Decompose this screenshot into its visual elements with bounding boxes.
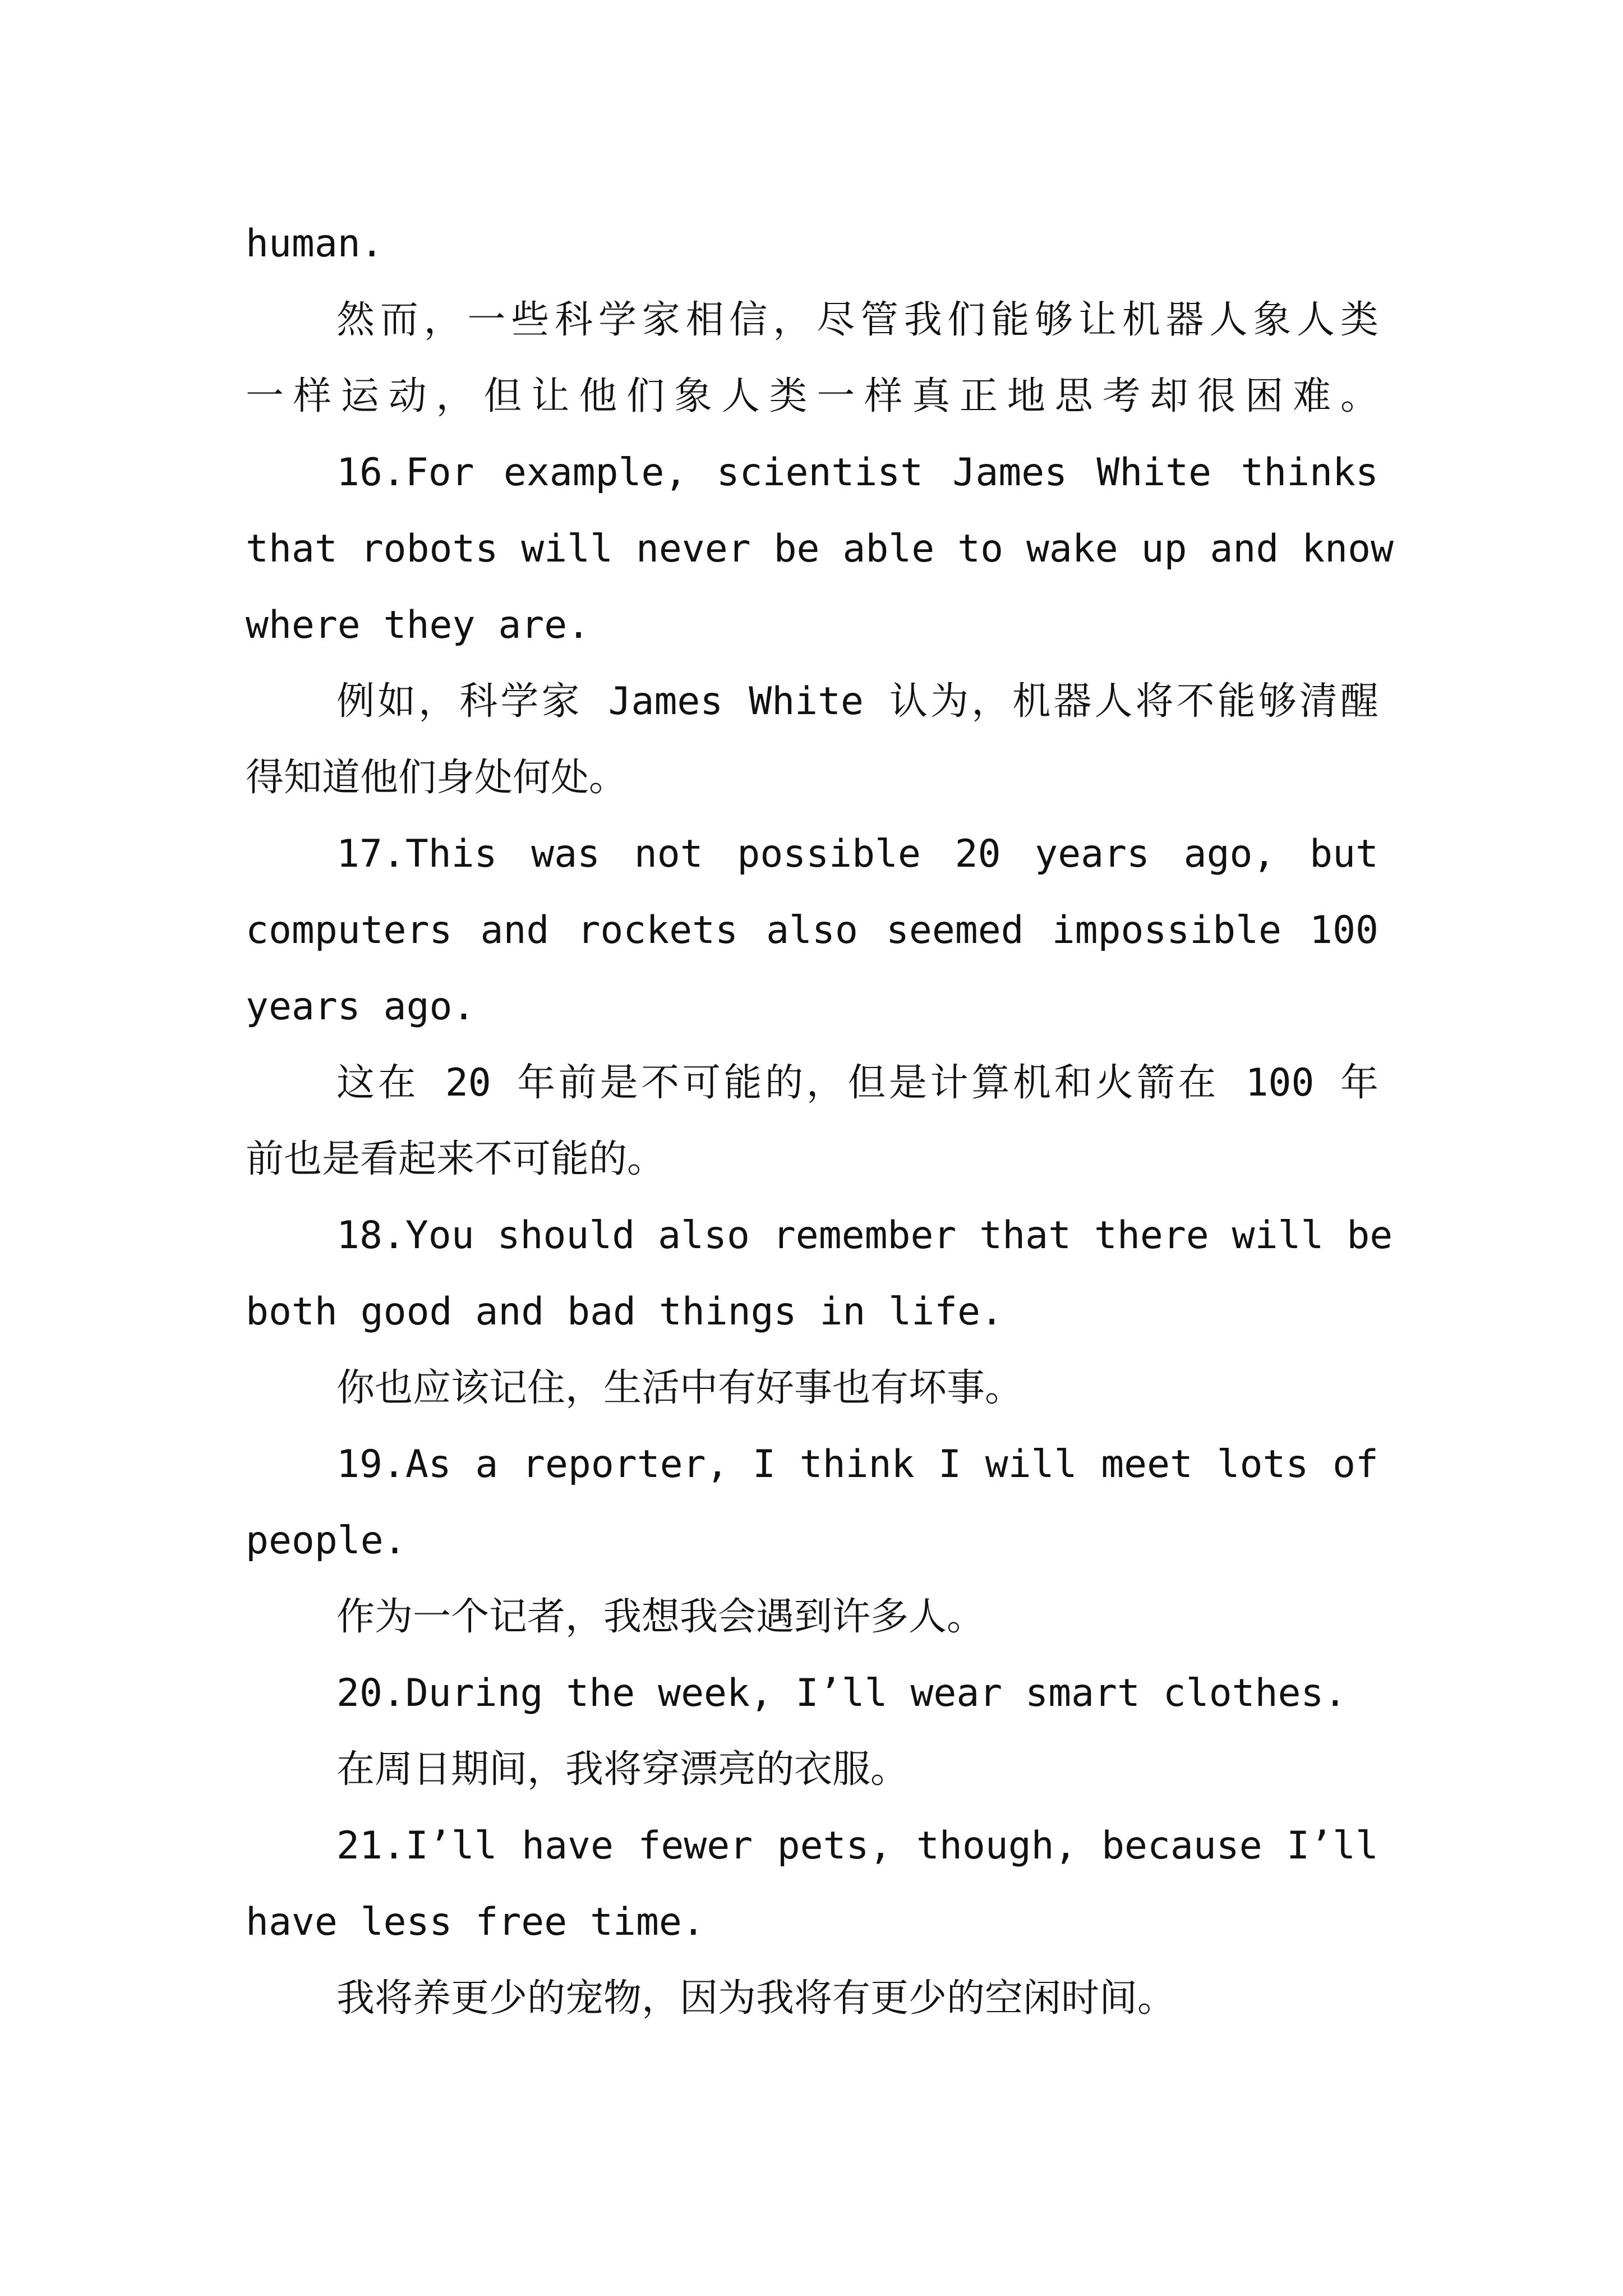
text-line: 20.During the week, I’ll wear smart clothes.	[336, 1671, 1347, 1715]
text-line: 前也是看起来不可能的。	[246, 1137, 666, 1181]
text-line: human.	[246, 222, 384, 266]
text-line: 然而，一些科学家相信，尽管我们能够让机器人象人类	[336, 298, 1378, 342]
text-line: computers and rockets also seemed impossible 100	[246, 908, 1378, 953]
text-line: 21.I’ll have fewer pets, though, because I’ll	[336, 1824, 1378, 1868]
text-line: 17.This was not possible 20 years ago, but	[336, 832, 1378, 876]
text-line: people.	[246, 1519, 407, 1563]
text-line: 得知道他们身处何处。	[246, 756, 628, 800]
text-line: 你也应该记住，生活中有好事也有坏事。	[336, 1366, 1023, 1410]
text-line: years ago.	[246, 984, 476, 1029]
text-line: 这在 20 年前是不可能的，但是计算机和火箭在 100 年	[336, 1061, 1378, 1105]
text-line: 一样运动，但让他们象人类一样真正地思考却很困难。	[246, 374, 1378, 418]
text-line: 18.You should also remember that there will be	[336, 1213, 1393, 1258]
text-line: 我将养更少的宠物，因为我将有更少的空闲时间。	[336, 1976, 1176, 2021]
text-line: have less free time.	[246, 1900, 705, 1944]
text-line: both good and bad things in life.	[246, 1290, 1004, 1334]
text-line: 例如，科学家 James White 认为，机器人将不能够清醒	[336, 679, 1378, 724]
text-line: 16.For example, scientist James White thinks	[336, 450, 1378, 495]
text-line: 19.As a reporter, I think I will meet lots of	[336, 1442, 1378, 1487]
text-line: 作为一个记者，我想我会遇到许多人。	[336, 1595, 985, 1639]
text-line: 在周日期间，我将穿漂亮的衣服。	[336, 1747, 909, 1792]
text-line: where they are.	[246, 603, 591, 647]
text-line: that robots will never be able to wake up and know	[246, 527, 1394, 571]
